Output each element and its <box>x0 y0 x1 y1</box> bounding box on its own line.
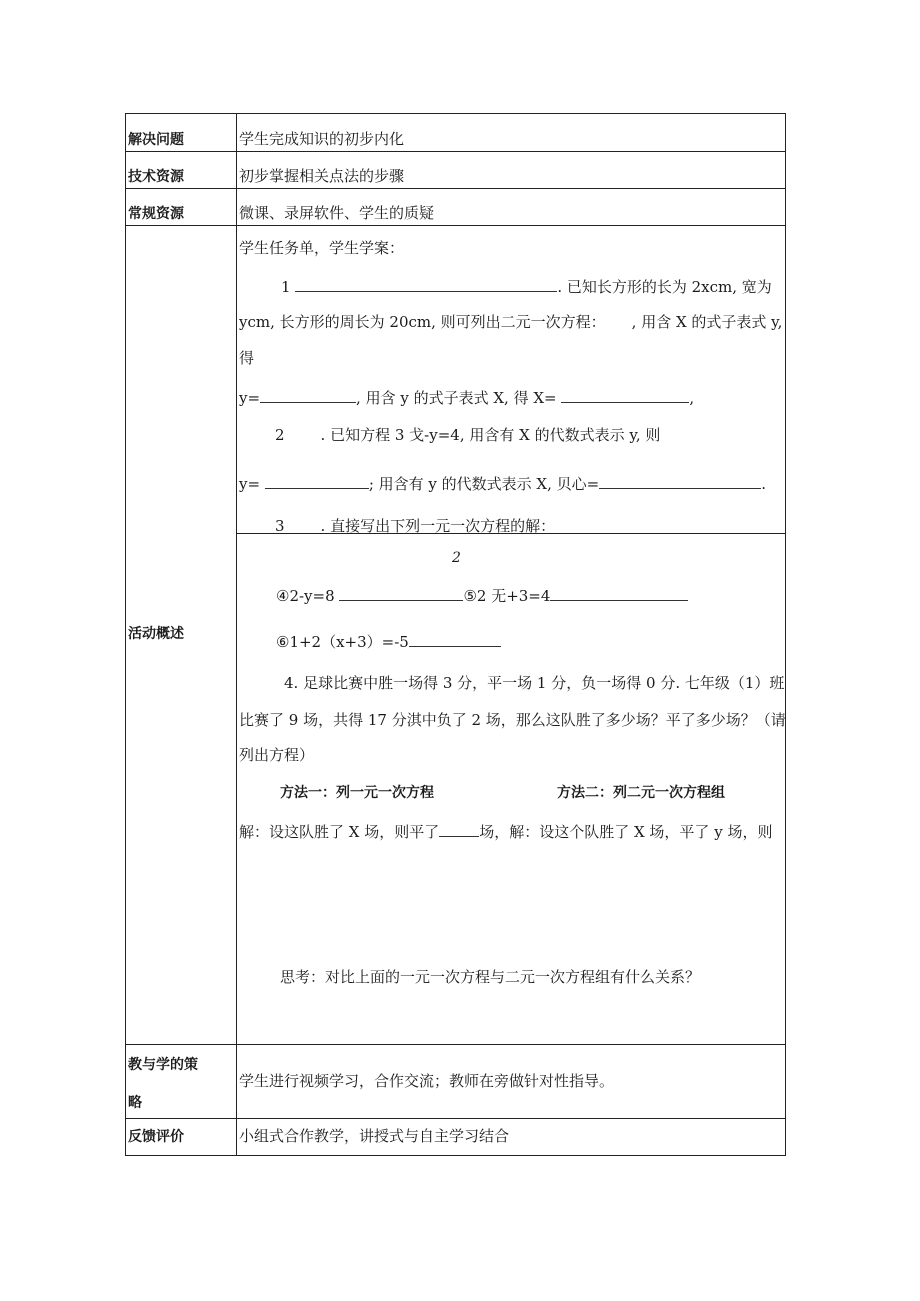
question-3-line-1 <box>275 519 555 534</box>
row-label: 技术资源 <box>128 169 184 185</box>
row-content: 学生完成知识的初步内化 <box>239 130 405 148</box>
row-divider <box>125 1044 786 1045</box>
question-1-line-4 <box>239 388 694 406</box>
table-border-bottom <box>125 1155 786 1156</box>
question-4-line-3: 列出方程） <box>239 746 315 764</box>
question-text: ycm, 长方形的周长为 20cm, 则可列出二元一次方程： <box>239 313 606 331</box>
question-2-line-2 <box>239 474 766 492</box>
answer-blank <box>260 388 356 403</box>
row-divider <box>125 151 786 152</box>
equation-5: ⑤2 无+3=4 <box>463 587 551 605</box>
strategy-label-line-2: 略 <box>128 1095 142 1111</box>
row-content: 初步掌握相关点法的步骤 <box>239 167 405 185</box>
question-text: y= <box>239 389 261 407</box>
question-2-line-1 <box>275 428 660 443</box>
answer-blank <box>409 632 501 647</box>
table-border-top <box>125 113 786 114</box>
answer-blank <box>561 388 689 403</box>
answer-blank <box>339 586 463 601</box>
solution-text: 解：设这队胜了 X 场，则平了 <box>239 823 440 841</box>
strategy-label-line-1: 教与学的策 <box>128 1057 198 1073</box>
question-number: 2 <box>275 426 285 444</box>
equation-4: ④2-y=8 <box>276 587 335 605</box>
answer-blank <box>295 277 557 292</box>
table-border-right <box>785 113 786 1156</box>
solution-text: 场，解：设这个队胜了 X 场，平了 y 场，则 <box>479 823 773 841</box>
row-divider <box>125 1118 786 1119</box>
question-text: . 直接写出下列一元一次方程的解： <box>320 517 556 535</box>
strategy-content: 学生进行视频学习，合作交流；教师在旁做针对性指导。 <box>239 1072 615 1090</box>
equation-6: ⑥1+2（x+3）=-5 <box>276 633 409 651</box>
method-2-heading: 方法二：列二元一次方程组 <box>557 785 725 801</box>
row-content: 微课、录屏软件、学生的质疑 <box>239 204 435 222</box>
table-border-left <box>125 113 126 1156</box>
column-divider <box>236 113 237 1156</box>
answer-blank <box>265 474 369 489</box>
question-number: 3 <box>275 517 285 535</box>
question-number: 1 <box>281 278 291 296</box>
equations-line <box>276 586 688 604</box>
question-text: . 已知方程 3 戈-y=4, 用含有 X 的代数式表示 y, 则 <box>320 426 661 444</box>
row-label: 常规资源 <box>128 206 184 222</box>
row-label: 解决问题 <box>128 132 184 148</box>
stray-mark: 2 <box>452 550 461 566</box>
think-prompt: 思考：对比上面的一元一次方程与二元一次方程组有什么关系？ <box>280 968 701 986</box>
question-1-line-1 <box>281 277 772 295</box>
question-text: , <box>689 389 695 407</box>
question-text: . <box>761 475 766 493</box>
answer-blank <box>599 474 761 489</box>
activity-intro: 学生任务单，学生学案： <box>239 239 405 257</box>
answer-blank <box>550 586 688 601</box>
feedback-content: 小组式合作教学，讲授式与自主学习结合 <box>239 1127 510 1145</box>
question-text: ; 用含有 y 的代数式表示 X, 贝心= <box>368 475 600 493</box>
activity-label: 活动概述 <box>128 626 184 642</box>
answer-blank <box>439 822 479 837</box>
question-1-line-2 <box>239 315 782 330</box>
question-4-line-1: 4. 足球比赛中胜一场得 3 分，平一场 1 分，负一场得 0 分. 七年级（1）班 <box>284 674 785 692</box>
equations-line <box>276 632 501 650</box>
question-1-line-3: 得 <box>239 349 255 367</box>
solution-line <box>239 822 772 840</box>
question-text: y= <box>239 475 261 493</box>
question-4-line-2: 比赛了 9 场，共得 17 分淇中负了 2 场，那么这队胜了多少场？平了多少场？（请 <box>239 711 786 729</box>
feedback-label: 反馈评价 <box>128 1129 184 1145</box>
method-1-heading: 方法一：列一元一次方程 <box>280 785 434 801</box>
question-text: . 已知长方形的长为 2xcm, 宽为 <box>557 278 772 296</box>
question-text: , 用含 X 的式子表式 y, <box>631 313 783 331</box>
row-divider <box>125 225 786 226</box>
row-divider <box>125 188 786 189</box>
question-text: , 用含 y 的式子表式 X, 得 X= <box>356 389 557 407</box>
